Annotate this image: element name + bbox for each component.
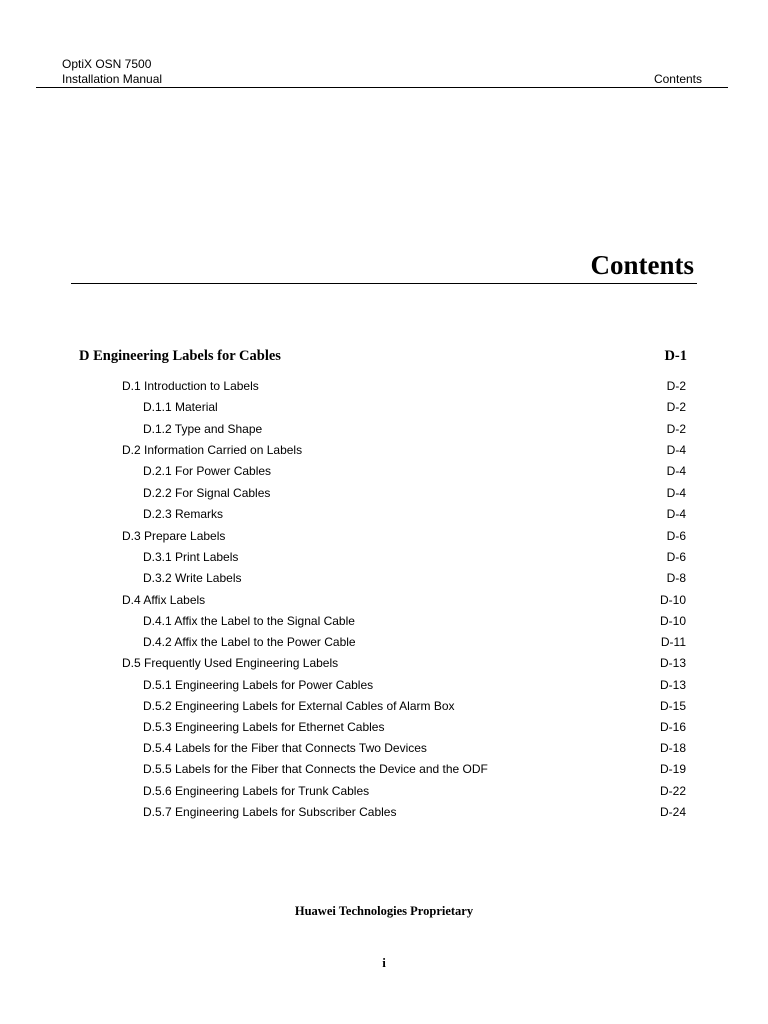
toc-entry-title: D.2 Information Carried on Labels bbox=[122, 443, 303, 457]
page-title: Contents bbox=[590, 250, 694, 280]
toc-entry-page: D-2 bbox=[666, 379, 686, 393]
toc-entry-d-3-2[interactable] bbox=[143, 569, 686, 587]
toc-entry-d-2-3[interactable] bbox=[143, 505, 686, 523]
toc-entry-page: D-2 bbox=[666, 400, 686, 414]
toc-entry-page: D-10 bbox=[659, 614, 686, 628]
toc-entry-d-2[interactable] bbox=[122, 441, 686, 459]
toc-entry-title: D.5 Frequently Used Engineering Labels bbox=[122, 656, 339, 670]
toc-entry-title: D.5.4 Labels for the Fiber that Connects Two Devices bbox=[143, 741, 427, 755]
toc-entry-title: D.5.5 Labels for the Fiber that Connects the Device and the ODF bbox=[143, 762, 488, 776]
toc-entry-title: D.2.3 Remarks bbox=[143, 507, 224, 521]
toc-entry-d-5-4[interactable] bbox=[143, 739, 686, 757]
toc-entry-title: D.4.1 Affix the Label to the Signal Cable bbox=[143, 614, 355, 628]
toc-entry-d-2-1[interactable] bbox=[143, 462, 686, 480]
toc-entry-page: D-4 bbox=[666, 464, 686, 478]
toc-entry-d-5-7[interactable] bbox=[143, 803, 686, 821]
toc-entry-d-4[interactable] bbox=[122, 591, 686, 609]
toc-entry-d-1-1[interactable] bbox=[143, 398, 686, 416]
toc-entry-d-4-2[interactable] bbox=[143, 633, 686, 651]
toc-entry-page: D-16 bbox=[659, 720, 686, 734]
toc-entry-d-4-1[interactable] bbox=[143, 612, 686, 630]
toc-entry-d-3[interactable] bbox=[122, 527, 686, 545]
toc-entry-title: D.4 Affix Labels bbox=[122, 593, 206, 607]
toc-entry-page: D-15 bbox=[659, 699, 686, 713]
toc-entry-page: D-6 bbox=[666, 529, 686, 543]
toc-entry-page: D-4 bbox=[666, 507, 686, 521]
toc-chapter-page: D-1 bbox=[664, 348, 687, 364]
toc-entry-title: D.3.1 Print Labels bbox=[143, 550, 239, 564]
toc-entry-page: D-4 bbox=[666, 443, 686, 457]
header-rule bbox=[36, 87, 728, 88]
toc-entry-title: D.3.2 Write Labels bbox=[143, 571, 242, 585]
toc-entry-d-5-2[interactable] bbox=[143, 697, 686, 715]
toc-entry-page: D-18 bbox=[659, 741, 686, 755]
toc-entry-title: D.5.3 Engineering Labels for Ethernet Cables bbox=[143, 720, 385, 734]
toc-entry-page: D-22 bbox=[659, 784, 686, 798]
toc-entry-page: D-13 bbox=[659, 678, 686, 692]
toc-entry-page: D-24 bbox=[659, 805, 686, 819]
toc-entry-d-1-2[interactable] bbox=[143, 420, 686, 438]
toc-entry-d-5-6[interactable] bbox=[143, 782, 686, 800]
toc-entry-title: D.5.1 Engineering Labels for Power Cables bbox=[143, 678, 374, 692]
toc-entry-title: D.2.1 For Power Cables bbox=[143, 464, 272, 478]
toc-entry-title: D.2.2 For Signal Cables bbox=[143, 486, 271, 500]
toc-entry-title: D.1 Introduction to Labels bbox=[122, 379, 259, 393]
toc-entry-title: D.5.2 Engineering Labels for External Cables of Alarm Box bbox=[143, 699, 455, 713]
toc-entry-title: D.1.1 Material bbox=[143, 400, 218, 414]
footer-page-number: i bbox=[382, 955, 386, 970]
toc-entry-d-5-1[interactable] bbox=[143, 676, 686, 694]
toc-chapter-entry[interactable] bbox=[79, 345, 687, 367]
toc-entry-page: D-10 bbox=[659, 593, 686, 607]
title-rule bbox=[71, 283, 697, 284]
footer-proprietary-notice: Huawei Technologies Proprietary bbox=[294, 904, 474, 918]
toc-entry-title: D.4.2 Affix the Label to the Power Cable bbox=[143, 635, 356, 649]
header-section-name: Contents bbox=[653, 72, 702, 86]
toc-entry-title: D.5.7 Engineering Labels for Subscriber Cables bbox=[143, 805, 397, 819]
toc-entry-d-5-5[interactable] bbox=[143, 760, 686, 778]
toc-entry-d-1[interactable] bbox=[122, 377, 686, 395]
toc-entry-title: D.3 Prepare Labels bbox=[122, 529, 226, 543]
toc-entry-d-3-1[interactable] bbox=[143, 548, 686, 566]
toc-entry-d-2-2[interactable] bbox=[143, 484, 686, 502]
toc-entry-page: D-13 bbox=[659, 656, 686, 670]
toc-entry-page: D-19 bbox=[659, 762, 686, 776]
toc-entry-d-5-3[interactable] bbox=[143, 718, 686, 736]
toc-entry-page: D-11 bbox=[660, 635, 686, 649]
toc-entry-title: D.1.2 Type and Shape bbox=[143, 422, 263, 436]
toc-entry-title: D.5.6 Engineering Labels for Trunk Cables bbox=[143, 784, 370, 798]
toc-entry-d-5[interactable] bbox=[122, 654, 686, 672]
toc-entry-page: D-4 bbox=[666, 486, 686, 500]
toc-entry-page: D-2 bbox=[666, 422, 686, 436]
header-product-name: OptiX OSN 7500 bbox=[62, 57, 152, 71]
header-manual-name: Installation Manual bbox=[62, 72, 163, 86]
toc-entry-page: D-6 bbox=[666, 550, 686, 564]
toc-entry-page: D-8 bbox=[666, 571, 686, 585]
toc-chapter-title: D Engineering Labels for Cables bbox=[79, 348, 281, 364]
